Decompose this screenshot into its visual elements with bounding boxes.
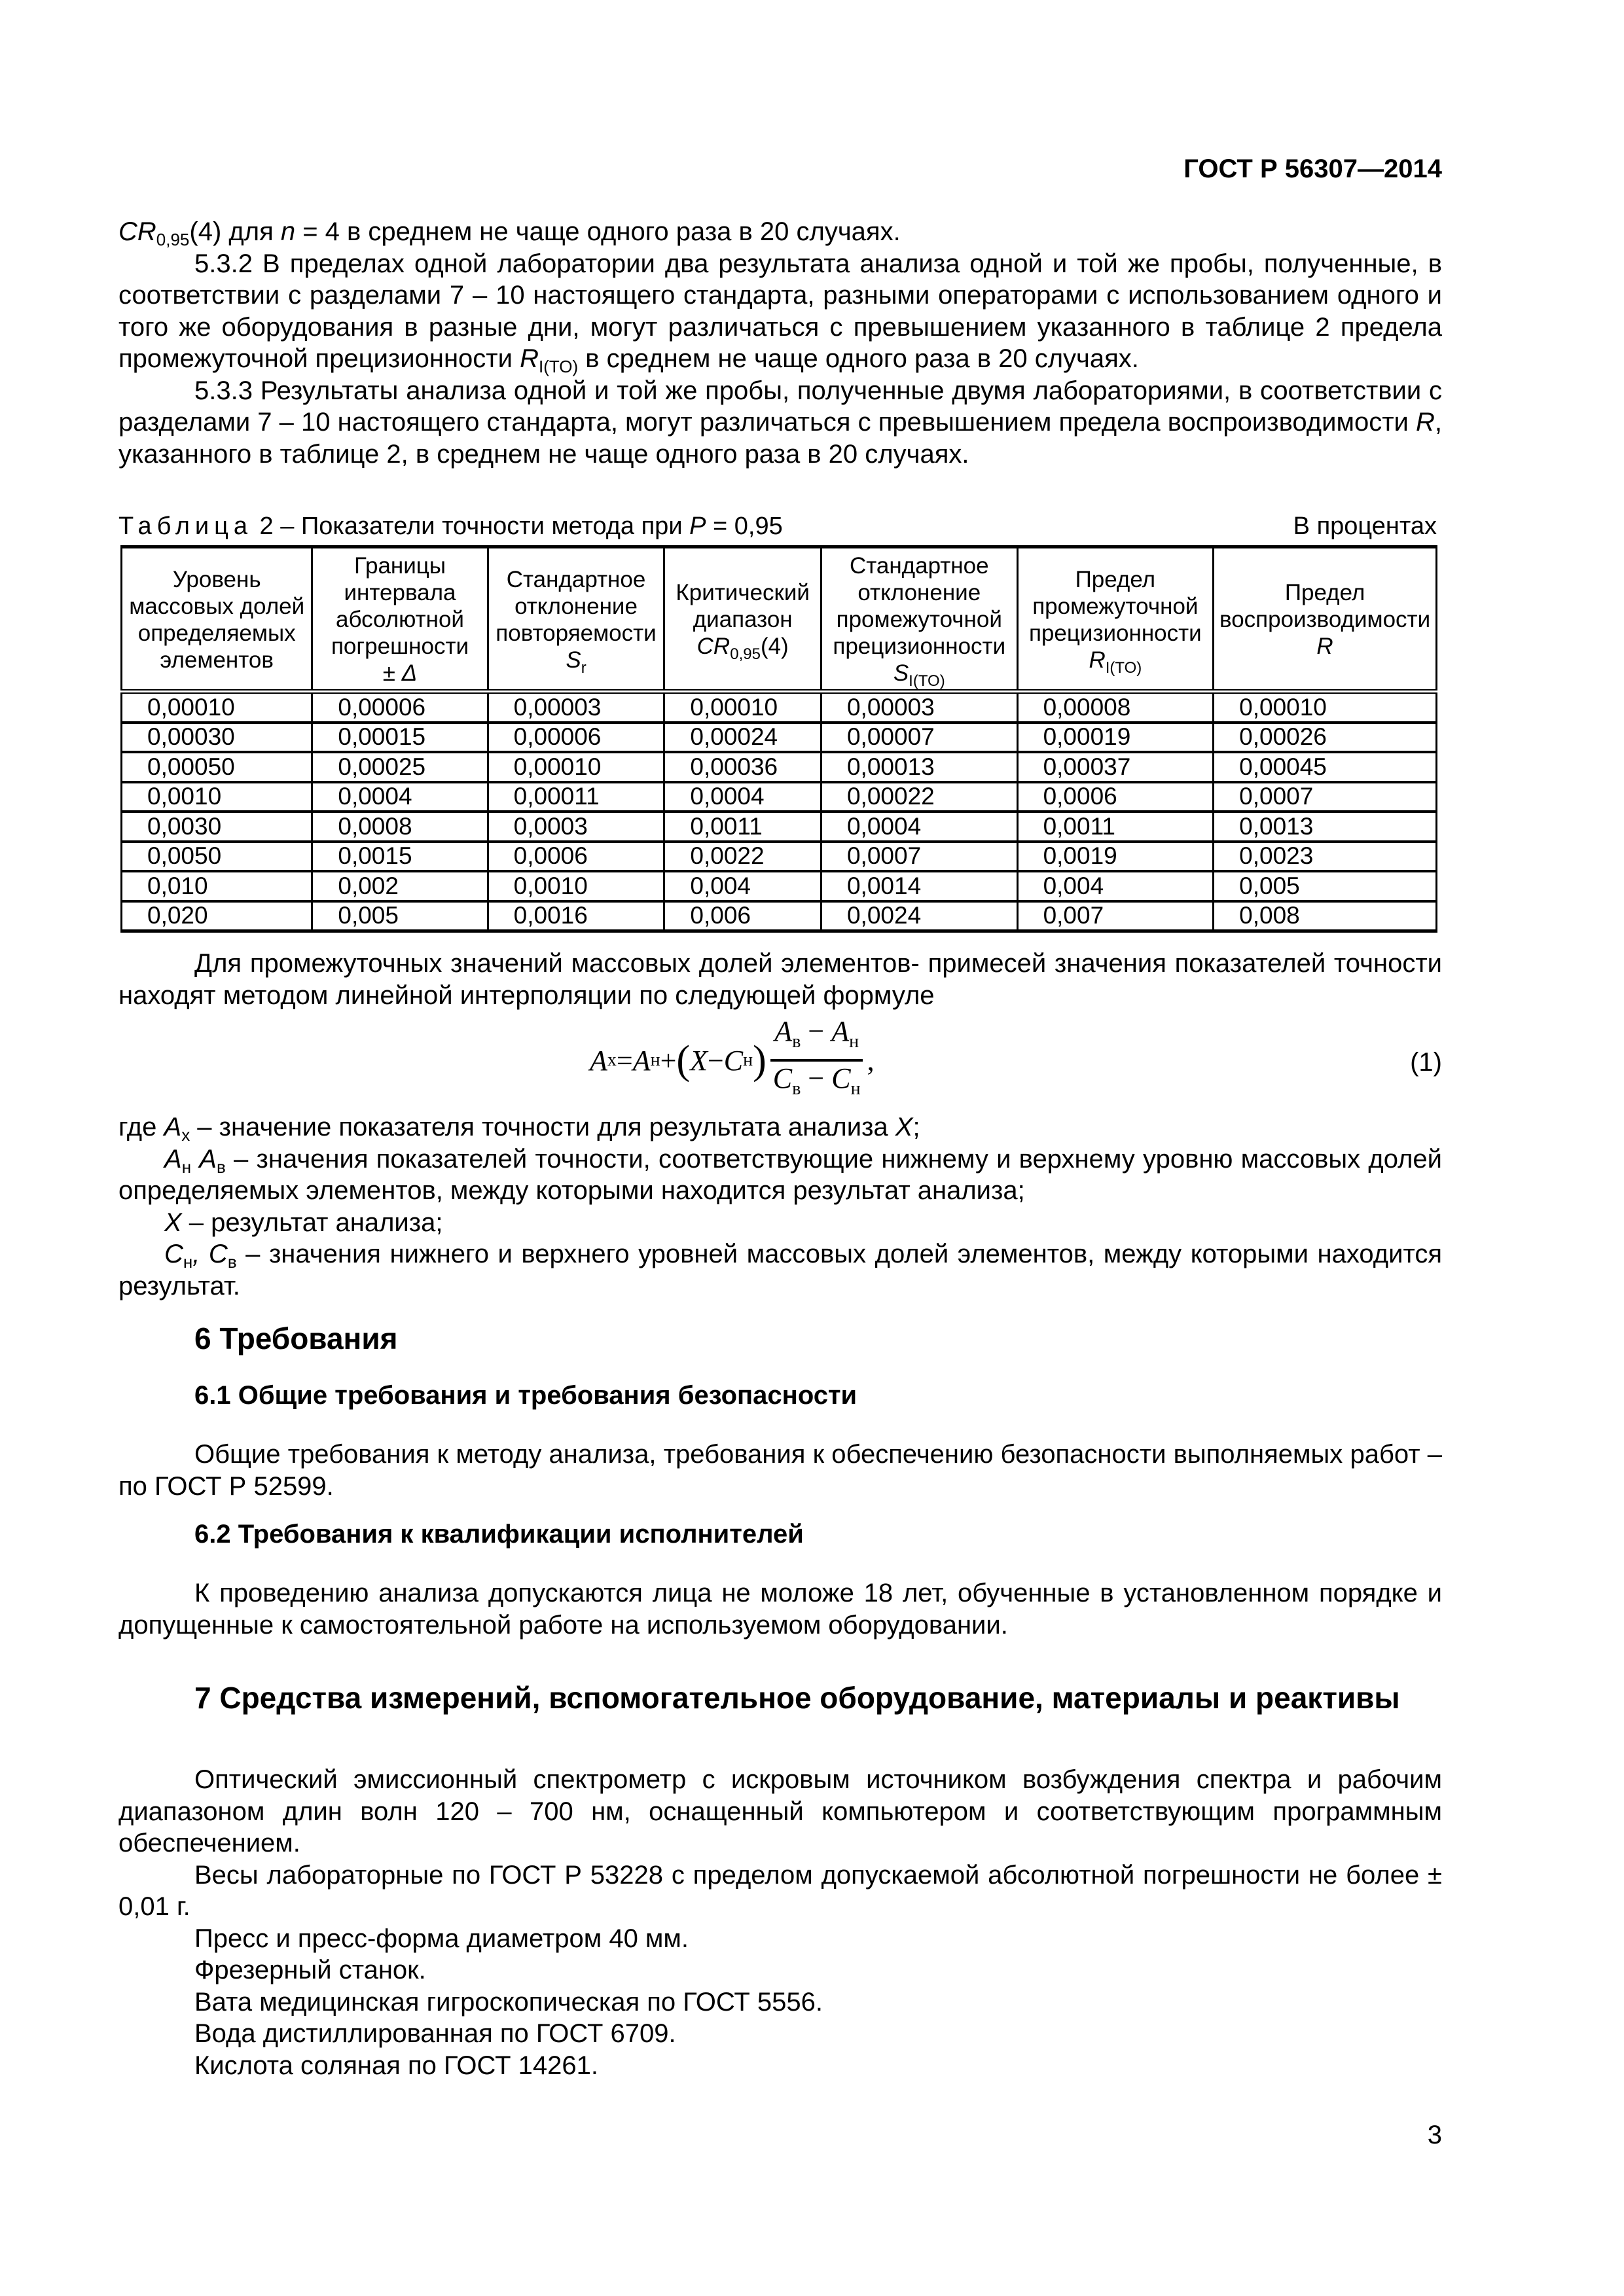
header-text: Уровень массовых долей определяемых элементов [129,566,305,673]
sub: в [216,1157,226,1177]
text: – результат анализа; [181,1208,443,1237]
sub: н [183,1252,193,1272]
text: – значения нижнего и верхнего уровней массовых долей элементов, между которыми находится результат. [118,1240,1442,1300]
table-row [122,782,1437,812]
table-cell: 0,0023 [1214,842,1437,872]
table-cell: 0,0010 [122,782,312,812]
column-header [1017,547,1214,692]
section-6-2-heading: 6.2 Требования к квалификации исполнителей [194,1520,804,1549]
text: 5.3.3 Результаты анализа одной и той же пробы, полученные двумя лабораториями, в соответствии с разделами 7 – 10 настоящего стандарта, могут различаться с превышением предела воспроизводимости [118,376,1442,437]
var-a: A [831,1015,850,1047]
equipment-item: Кислота соляная по ГОСТ 14261. [194,2051,598,2080]
plus-sign: + [660,1044,677,1077]
table-cell: 0,00015 [312,723,488,753]
section-6-1-text: Общие требования к методу анализа, требования к обеспечению безопасности выполняемых работ – по ГОСТ Р 52599. [118,1440,1442,1501]
table-cell: 0,0004 [821,812,1017,842]
text: ; [912,1113,920,1141]
table-cell: 0,00010 [122,692,312,723]
var-c: C [831,1062,851,1094]
column-header [821,547,1017,692]
table-cell: 0,00030 [122,723,312,753]
var-c: C [723,1044,744,1077]
text: = 4 в среднем не чаще одного раза в 20 случаях. [295,217,901,246]
table-cell: 0,0022 [664,842,821,872]
table-cell: 0,00010 [1214,692,1437,723]
header-text: Критический диапазон [676,580,810,632]
section-6-heading: 6 Требования [194,1321,398,1355]
table-cell: 0,0010 [488,871,664,901]
interpolation-paragraph: Для промежуточных значений массовых долей элементов- примесей значения показателей точности находят методом линейной интерполяции по следующей формуле [118,949,1442,1010]
legend-cn-cv [118,1238,1442,1302]
formula-legend [118,1111,1442,1302]
numerator [770,1016,863,1062]
table-cell: 0,0007 [821,842,1017,872]
equipment-item: Весы лабораторные по ГОСТ Р 53228 с пределом допускаемой абсолютной погрешности не более ± 0,01 г. [118,1860,1442,1921]
sub: н [849,1031,859,1052]
table-cell: 0,0011 [1017,812,1214,842]
table-cell: 0,00003 [821,692,1017,723]
table-cell: 0,005 [312,901,488,931]
table-row [122,871,1437,901]
table-cell: 0,0008 [312,812,488,842]
var: , C [192,1240,228,1268]
cr-subscript: 0,95 [156,230,190,249]
interpolation-intro [118,948,1442,1011]
table-row [122,812,1437,842]
denominator [769,1062,865,1105]
cr-continuation-line [118,216,1442,248]
var: A [191,1144,217,1174]
table-cell: 0,00045 [1214,752,1437,782]
table-body [122,692,1437,931]
text: где [118,1113,164,1141]
table-row [122,723,1437,753]
table-cell: 0,00007 [821,723,1017,753]
equipment-item: Оптический эмиссионный спектрометр с искровым источником возбуждения спектра и рабочим диапазоном длин волн 120 – 700 нм, оснащенный компьютером и соответствующим программным обеспечением. [118,1765,1442,1857]
table-cell: 0,0050 [122,842,312,872]
column-header [1214,547,1437,692]
equipment-item: Вода дистиллированная по ГОСТ 6709. [194,2019,676,2048]
table-cell: 0,0004 [664,782,821,812]
text: 2 – Показатели точности метода при [253,512,690,540]
table-cell: 0,0003 [488,812,664,842]
fraction [769,1016,865,1105]
table-cell: 0,00037 [1017,752,1214,782]
section-6-1-heading: 6.1 Общие требования и требования безопасности [194,1381,857,1410]
minus-sign: − [801,1062,832,1094]
header-text: Предел воспроизводимости [1219,580,1431,632]
table-units: В процентах [1293,512,1437,540]
legend-x [118,1207,1442,1239]
sub: н [743,1050,753,1070]
column-header [122,547,312,692]
legend-an-av [118,1143,1442,1207]
r-symbol: R [520,344,539,373]
table-cell: 0,00011 [488,782,664,812]
table-cell: 0,006 [664,901,821,931]
accuracy-table [120,545,1437,933]
table-cell: 0,00036 [664,752,821,782]
table-cell: 0,00010 [488,752,664,782]
paren: ) [753,1037,767,1083]
r-symbol: R [1415,408,1435,437]
table-cell: 0,00022 [821,782,1017,812]
comma: , [867,1044,875,1077]
header-symbol: $S_{I(TO)}$ [893,660,945,690]
page-number: 3 [1427,2121,1442,2149]
header-text: Границы интервала абсолютной погрешности [331,553,469,659]
table-cell: 0,00026 [1214,723,1437,753]
table-cell: 0,0013 [1214,812,1437,842]
n-symbol: n [280,217,296,246]
paren: ( [676,1037,691,1083]
table-cell: 0,00008 [1017,692,1214,723]
table-cell: 0,010 [122,871,312,901]
var-a: A [774,1015,793,1047]
sub: х [181,1125,190,1145]
column-header [664,547,821,692]
sub: н [181,1157,192,1177]
sub: в [792,1079,801,1099]
equipment-item: Пресс и пресс-форма диаметром 40 мм. [194,1924,689,1953]
header-text: Стандартное отклонение промежуточной прецизионности [833,553,1006,659]
text: (4) для [189,217,281,246]
section-7-heading: 7 Средства измерений, вспомогательное оборудование, материалы и реактивы [194,1681,1400,1715]
equipment-item: Фрезерный станок. [194,1956,426,1984]
table-cell: 0,0030 [122,812,312,842]
table-cell: 0,0016 [488,901,664,931]
table-cell: 0,00050 [122,752,312,782]
table-cell: 0,008 [1214,901,1437,931]
equipment-item: Вата медицинская гигроскопическая по ГОСТ 5556. [194,1987,823,2017]
minus-sign: − [707,1044,724,1077]
table-cell: 0,0007 [1214,782,1437,812]
table-cell: 0,004 [664,871,821,901]
table-cell: 0,00003 [488,692,664,723]
var-x: X [690,1044,708,1077]
p-symbol: P [689,512,706,540]
table-cell: 0,0015 [312,842,488,872]
sub: в [792,1031,801,1052]
paragraph-5-3-3 [118,375,1442,471]
text: 5.3.2 В пределах одной лаборатории два результата анализа одной и той же пробы, полученные, в соответствии с разделами 7 – 10 настоящего стандарта, разными операторами с использованием одного и того же оборудования в разные дни, могут различаться с превышением указанного в таблице 2 предела промежуточной прецизионности [118,249,1442,373]
sub: н [650,1050,660,1070]
formula-number: (1) [1410,1048,1442,1077]
table-cell: 0,00006 [312,692,488,723]
header-text: Стандартное отклонение повторяемости [496,566,657,646]
table-row [122,842,1437,872]
header-symbol: R [1316,634,1333,659]
table-cell: 0,00010 [664,692,821,723]
paragraph-5-3-2 [118,248,1442,375]
sub: н [850,1079,861,1099]
table-cell: 0,0014 [821,871,1017,901]
table-caption [118,512,1442,541]
var-c: C [772,1062,793,1094]
var: A [164,1113,182,1141]
table-cell: 0,002 [312,871,488,901]
table-cell: 0,005 [1214,871,1437,901]
table-cell: 0,00024 [664,723,821,753]
section-5-3-continuation [118,216,1442,470]
sub: в [227,1252,237,1272]
cr-symbol: CR [118,217,156,246]
table-cell: 0,0024 [821,901,1017,931]
header-text: Предел промежуточной прецизионности [1028,566,1202,646]
eq-sign: = [616,1044,633,1077]
minus-sign: − [801,1015,832,1047]
var: A [164,1144,182,1174]
text: = 0,95 [706,512,783,540]
table-cell: 0,0019 [1017,842,1214,872]
var: X [895,1113,913,1141]
table-cell: 0,0011 [664,812,821,842]
table-cell: 0,0006 [1017,782,1214,812]
table-row [122,752,1437,782]
formula-1 [118,1015,1442,1099]
table-cell: 0,00006 [488,723,664,753]
formula-expression [590,1015,875,1099]
sub: х [607,1050,617,1070]
table-row [122,692,1437,723]
subscript: I(TO) [538,357,579,376]
legend-ax [118,1111,1442,1143]
table-cell: 0,0004 [312,782,488,812]
section-6-2-text: К проведению анализа допускаются лица не моложе 18 лет, обученные в установленном порядке и допущенные к самостоятельной работе на используемом оборудовании. [118,1579,1442,1640]
table-cell: 0,00019 [1017,723,1214,753]
header-symbol: ± Δ [382,660,418,686]
table-row [122,901,1437,931]
header-symbol: $CR_{0,95}(4)$ [696,634,789,663]
section-7-list [118,1764,1442,2081]
table-cell: 0,020 [122,901,312,931]
text: – значение показателя точности для результата анализа [190,1113,895,1141]
table-header-row [122,547,1437,692]
var: X [164,1208,182,1237]
var-a: A [590,1044,607,1077]
text: , указанного в таблице 2, в среднем не чаще одного раза в 20 случаях. [118,408,1442,469]
document-id-header: ГОСТ Р 56307—2014 [1183,154,1442,183]
column-header [312,547,488,692]
text: – значения показателей точности, соответствующие нижнему и верхнему уровню массовых долей определяемых элементов, между которыми находится результат анализа; [118,1144,1442,1205]
table-cell: 0,00013 [821,752,1017,782]
table-label: Таблица [118,512,253,540]
header-symbol: $R_{I(TO)}$ [1089,647,1142,677]
header-symbol: $S_r$ [566,647,586,677]
column-header [488,547,664,692]
table-cell: 0,0006 [488,842,664,872]
table-cell: 0,004 [1017,871,1214,901]
var-a: A [632,1044,651,1077]
table-cell: 0,00025 [312,752,488,782]
table-cell: 0,007 [1017,901,1214,931]
var: C [164,1240,183,1268]
text: в среднем не чаще одного раза в 20 случаях. [578,344,1139,373]
